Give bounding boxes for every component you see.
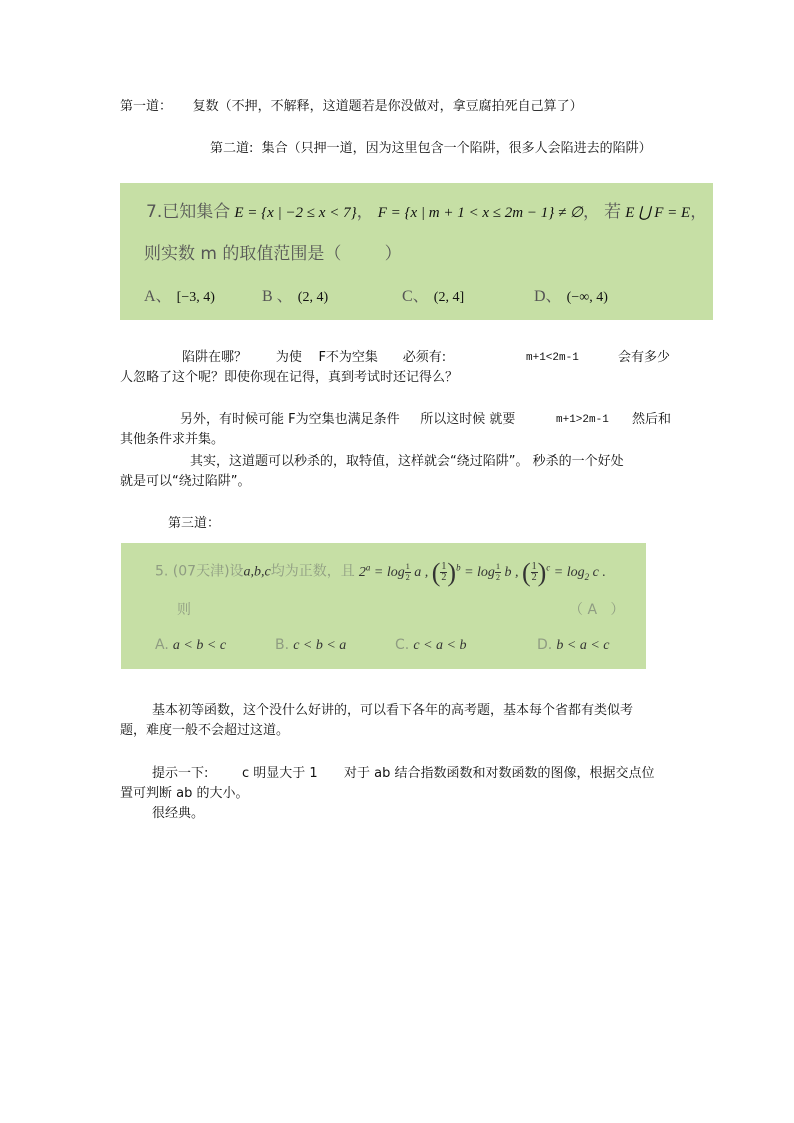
union-condition: E ⋃ F = E xyxy=(625,205,691,221)
trap-condition: m+1<2m-1 xyxy=(526,352,579,364)
question-two-line: 第二道: 集合（只押一道，因为这里包含一个陷阱，很多人会陷进去的陷阱） xyxy=(210,141,652,156)
question-7-prefix: 7.已知集合 xyxy=(146,202,231,222)
question-5-box xyxy=(121,543,646,669)
trap-text: 陷阱在哪？ 为使 F不为空集 必须有: xyxy=(182,350,447,365)
hint-label: 提示一下: xyxy=(152,766,209,781)
q5-option-c-value: c < a < b xyxy=(413,638,467,653)
other-text-line2: 其他条件求并集。 xyxy=(120,432,225,447)
hint-line2: 置可判断 ab 的大小。 xyxy=(120,786,249,801)
question-three-line: 第三道： xyxy=(168,516,221,531)
option-b: B 、 (2, 4) xyxy=(262,288,329,305)
question-7-box xyxy=(120,183,713,320)
other-text-end: 然后和 xyxy=(632,412,672,427)
question-5-mid: 均为正数，且 xyxy=(270,563,355,580)
trap-text-line2: 人忽略了这个呢？即使你现在记得，真到考试时还记得么？ xyxy=(120,370,459,385)
equation-chain: $2^a = \log$ $\frac{1}{2}$ a , ( $\frac{1}{2}$ )$^b$ = log $\frac{1}{2}$ b , ( $\frac{1}{2}$ )$^c = \log_2 c$ . xyxy=(358,557,606,587)
q5-option-d: D. b < a < c xyxy=(537,637,610,653)
question-7-statement: 7.已知集合 E = {x | −2 ≤ x < 7}， F = {x | m + 1 < x ≤ 2m − 1} ≠ ∅， 若 E ⋃ F = E， xyxy=(146,202,708,222)
basic-functions-text-line2: 题，难度一般不会超过这道。 xyxy=(120,723,290,738)
q5-option-d-value: b < a < c xyxy=(556,638,610,653)
option-a-value: [−3, 4) xyxy=(176,290,215,305)
question-5-vars: a,b,c xyxy=(243,564,271,580)
trap-text-end: 会有多少 xyxy=(618,350,671,365)
option-d: D、 (−∞, 4) xyxy=(534,288,608,305)
q5-option-c: C. c < a < b xyxy=(395,637,467,653)
option-b-value: (2, 4) xyxy=(297,290,329,305)
question-5-answer: （ A ） xyxy=(569,602,625,618)
if-word: 若 xyxy=(604,202,622,222)
q5-option-b-value: c < b < a xyxy=(293,638,347,653)
option-a: A、 [−3, 4) xyxy=(144,288,215,305)
question-7-line2: 则实数 m 的取值范围是（ ） xyxy=(144,244,402,264)
set-e-definition: E = {x | −2 ≤ x < 7} xyxy=(234,205,357,221)
question-one-line: 第一道： 复数（不押，不解释，这道题若是你没做对，拿豆腐拍死自己算了） xyxy=(120,99,583,114)
question-5-then: 则 xyxy=(177,602,191,618)
question-5-prefix: 5. (07天津)设 xyxy=(155,563,244,580)
question-5-statement xyxy=(155,549,606,594)
quick-solve-text-line2: 就是可以“绕过陷阱”。 xyxy=(120,474,251,489)
basic-functions-text: 基本初等函数，这个没什么好讲的，可以看下各年的高考题，基本每个省都有类似考 xyxy=(152,703,634,718)
set-f-definition: F = {x | m + 1 < x ≤ 2m − 1} ≠ ∅ xyxy=(377,205,584,221)
classic-text: 很经典。 xyxy=(152,806,205,821)
option-d-value: (−∞, 4) xyxy=(566,290,608,305)
option-c-value: (2, 4] xyxy=(433,290,465,305)
q5-option-a-value: a < b < c xyxy=(172,638,227,653)
hint-c-greater: c 明显大于 1 xyxy=(242,766,318,781)
q5-option-b: B. c < b < a xyxy=(275,637,347,653)
other-condition: m+1>2m-1 xyxy=(556,414,609,426)
option-c: C、 (2, 4] xyxy=(402,288,465,305)
other-text: 另外，有时候可能 F为空集也满足条件 所以这时候 就要 xyxy=(180,412,516,427)
hint-ab-text: 对于 ab 结合指数函数和对数函数的图像，根据交点位 xyxy=(344,766,655,781)
quick-solve-text: 其实，这道题可以秒杀的，取特值，这样就会“绕过陷阱”。 秒杀的一个好处 xyxy=(190,454,624,469)
q5-option-a: A. a < b < c xyxy=(155,637,227,653)
